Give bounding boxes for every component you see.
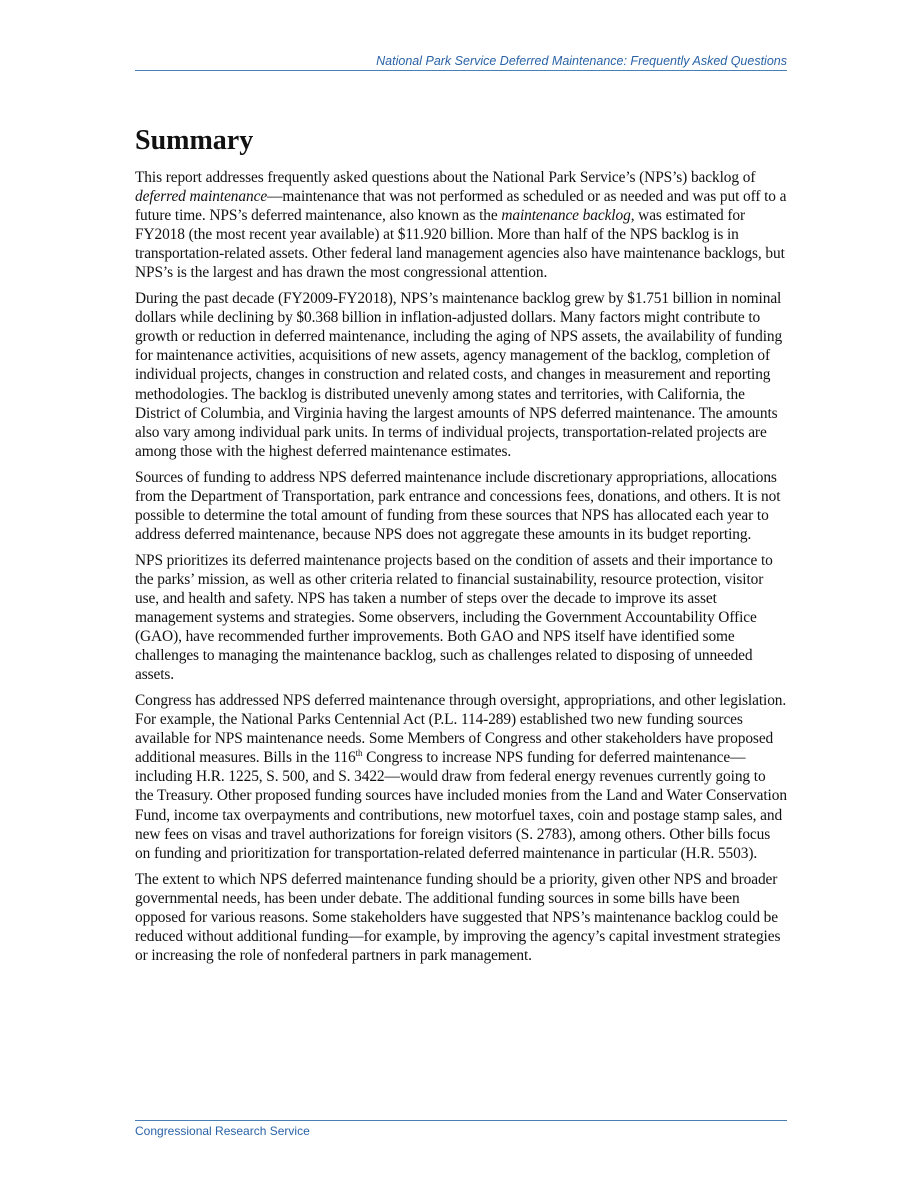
paragraph-2: During the past decade (FY2009-FY2018), NPS’s maintenance backlog grew by $1.751 billion in nominal dollars while declining by $0.368 billion in inflation-adjusted dollars. Many factors might contribute to growth or reduction in deferred maintenance, including the aging of NPS assets, the availability of funding for maintenance activities, acquisitions of new assets, agency management of the backlog, completion of individual projects, changes in construction and related costs, and changes in measurement and reporting methodologies. The backlog is distributed unevenly among states and territories, with California, the District of Columbia, and Virginia having the largest amounts of NPS deferred maintenance. The amounts also vary among individual park units. In terms of individual projects, transportation-related projects are among those with the highest deferred maintenance estimates. xyxy=(135,290,783,460)
paragraph-5-text-a: Congress has addressed NPS deferred maintenance through oversight, appropriations, and other legislation. For example, the National Parks Centennial Act (P.L. 114-289) established two new funding sources available for NPS maintenance needs. Some Members of Congress and other stakeholders have proposed additional measures. Bills in the 116 xyxy=(135,692,787,767)
paragraph-1-text-c: —maintenance that was not performed as scheduled or as needed and was put off to a future time. NPS’s deferred maintenance, also known as the xyxy=(135,188,787,225)
running-header xyxy=(135,54,787,71)
paragraph-1-text-a: This report addresses frequently asked questions about the National Park Service’s (NPS’s) backlog of xyxy=(135,169,756,186)
section-title: Summary xyxy=(135,125,254,156)
page-footer xyxy=(135,1120,787,1138)
paragraph-5-text-b: Congress to increase NPS funding for deferred maintenance—including H.R. 1225, S. 500, and S. 3422—would draw from federal energy revenues currently going to the Treasury. Other proposed funding sources have included monies from the Land and Water Conservation Fund, income tax overpayments and contributions, new motorfuel taxes, coin and postage stamp sales, and new fees on visas and travel authorizations for foreign visitors (S. 2783), among others. Other bills focus on funding and prioritization for transportation-related deferred maintenance in particular (H.R. 5503). xyxy=(135,749,787,862)
term-deferred-maintenance: deferred maintenance xyxy=(135,188,268,206)
running-title: National Park Service Deferred Maintenance: Frequently Asked Questions xyxy=(376,54,787,68)
paragraph-4: NPS prioritizes its deferred maintenance projects based on the condition of assets and their importance to the parks’ mission, as well as other criteria related to financial sustainability, resource protection, visitor use, and health and safety. NPS has taken a number of steps over the decade to improve its asset management systems and strategies. Some observers, including the Government Accountability Office (GAO), have recommended further improvements. Both GAO and NPS itself have identified some challenges to managing the maintenance backlog, such as challenges related to disposing of unneeded assets. xyxy=(135,551,773,684)
paragraph-6: The extent to which NPS deferred maintenance funding should be a priority, given other NPS and broader governmental needs, has been under debate. The additional funding sources in some bills have been opposed for various reasons. Some stakeholders have suggested that NPS’s maintenance backlog could be reduced without additional funding—for example, by improving the agency’s capital investment strategies or increasing the role of nonfederal partners in park management. xyxy=(135,870,781,964)
ordinal-suffix: th xyxy=(355,748,363,759)
paragraph-3: Sources of funding to address NPS deferred maintenance include discretionary appropriations, allocations from the Department of Transportation, park entrance and concessions fees, donations, and others. It is not possible to determine the total amount of funding from these sources that NPS has allocated each year to address deferred maintenance, because NPS does not aggregate these amounts in its budget reporting. xyxy=(135,468,781,543)
summary-body xyxy=(135,168,787,972)
paragraph-1 xyxy=(135,168,787,282)
footer-org: Congressional Research Service xyxy=(135,1124,310,1138)
term-maintenance-backlog: maintenance backlog xyxy=(501,207,631,225)
paragraph-5 xyxy=(135,691,787,862)
paragraph-1-text-e: , was estimated for FY2018 (the most recent year available) at $11.920 billion. More than half of the NPS backlog is in transportation-related assets. Other federal land management agencies also have maintenance backlogs, but NPS’s is the largest and has drawn the most congressional attention. xyxy=(135,207,785,282)
